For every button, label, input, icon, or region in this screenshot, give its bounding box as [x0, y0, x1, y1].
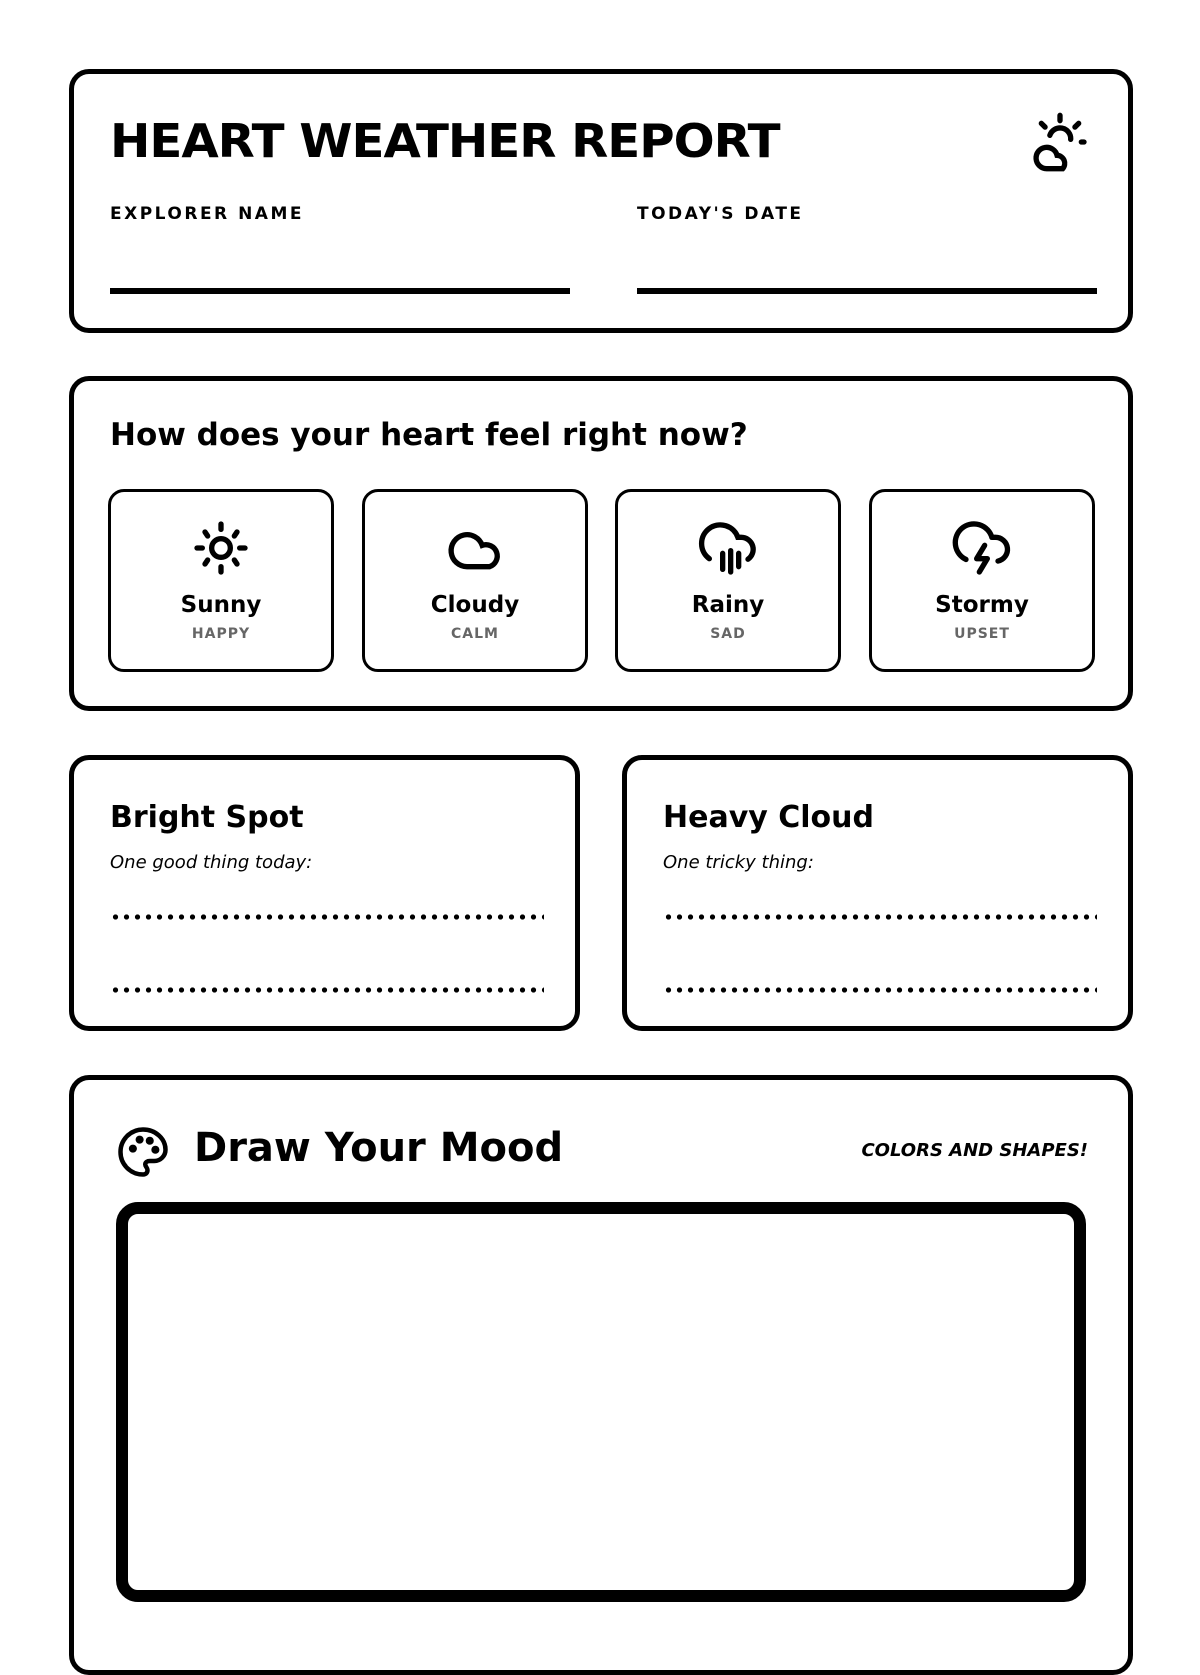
draw-mood-note: COLORS AND SHAPES! — [861, 1140, 1088, 1161]
explorer-name-field[interactable] — [110, 288, 570, 294]
cloud-icon — [443, 516, 507, 580]
date-field[interactable] — [637, 288, 1097, 294]
palette-icon — [116, 1125, 170, 1179]
mood-option-cloudy[interactable] — [362, 489, 588, 672]
explorer-name-label: EXPLORER NAME — [110, 204, 304, 224]
mood-question: How does your heart feel right now? — [110, 417, 748, 453]
mood-feeling: HAPPY — [191, 626, 251, 642]
mood-feeling: SAD — [710, 626, 746, 642]
mood-option-rainy[interactable] — [615, 489, 841, 672]
page-title: HEART WEATHER REPORT — [110, 114, 780, 168]
draw-mood-title: Draw Your Mood — [194, 1125, 564, 1171]
mood-name: Sunny — [180, 592, 262, 618]
partly-cloudy-icon — [1028, 110, 1092, 174]
storm-icon — [950, 516, 1014, 580]
heavy-cloud-card — [622, 755, 1133, 1031]
bright-spot-card — [69, 755, 580, 1031]
writing-line[interactable] — [663, 987, 1097, 993]
mood-name: Cloudy — [430, 592, 520, 618]
mood-card — [69, 376, 1133, 711]
writing-line[interactable] — [663, 914, 1097, 920]
draw-mood-card — [69, 1075, 1133, 1675]
mood-option-stormy[interactable] — [869, 489, 1095, 672]
mood-name: Rainy — [691, 592, 765, 618]
rain-icon — [696, 516, 760, 580]
mood-option-sunny[interactable] — [108, 489, 334, 672]
heavy-cloud-title: Heavy Cloud — [663, 800, 874, 835]
date-label: TODAY'S DATE — [637, 204, 804, 224]
sun-icon — [189, 516, 253, 580]
bright-spot-title: Bright Spot — [110, 800, 304, 835]
header-card — [69, 69, 1133, 333]
mood-feeling: CALM — [451, 626, 499, 642]
writing-line[interactable] — [110, 987, 544, 993]
writing-line[interactable] — [110, 914, 544, 920]
drawing-area[interactable] — [116, 1202, 1086, 1602]
mood-name: Stormy — [935, 592, 1029, 618]
bright-spot-prompt: One good thing today: — [110, 852, 313, 873]
mood-feeling: UPSET — [954, 626, 1010, 642]
heavy-cloud-prompt: One tricky thing: — [663, 852, 814, 873]
